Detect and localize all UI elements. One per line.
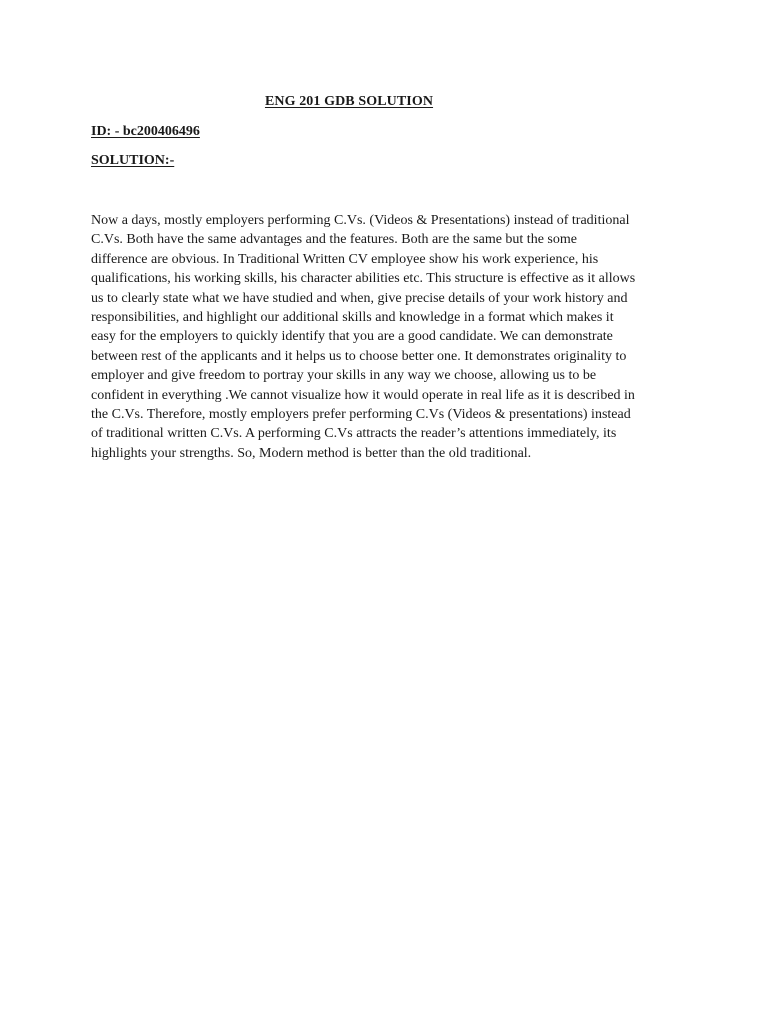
student-id: ID: - bc200406496 bbox=[91, 124, 200, 139]
body-line: qualifications, his working skills, his character abilities etc. This structure is effective as it allows bbox=[91, 271, 636, 287]
body-paragraph bbox=[91, 211, 691, 463]
body-line: the C.Vs. Therefore, mostly employers prefer performing C.Vs (Videos & presentations) instead bbox=[91, 406, 631, 422]
body-line: us to clearly state what we have studied and when, give precise details of your work history and bbox=[91, 290, 628, 306]
body-line: Now a days, mostly employers performing C.Vs. (Videos & Presentations) instead of traditional bbox=[91, 213, 630, 228]
body-line: highlights your strengths. So, Modern method is better than the old traditional. bbox=[91, 445, 532, 461]
body-line: between rest of the applicants and it helps us to choose better one. It demonstrates originality to bbox=[91, 348, 627, 364]
body-line: employer and give freedom to portray your skills in any way we choose, allowing us to be bbox=[91, 368, 597, 384]
document-title: ENG 201 GDB SOLUTION bbox=[264, 94, 434, 109]
body-line: C.Vs. Both have the same advantages and the features. Both are the same but the some bbox=[91, 232, 577, 248]
body-line: responsibilities, and highlight our additional skills and knowledge in a format which makes it bbox=[91, 309, 614, 325]
body-line: difference are obvious. In Traditional Written CV employee show his work experience, his bbox=[91, 251, 599, 267]
body-line: of traditional written C.Vs. A performing C.Vs attracts the reader’s attentions immediately, its bbox=[91, 426, 617, 442]
body-line: easy for the employers to quickly identify that you are a good candidate. We can demonstrate bbox=[91, 329, 613, 345]
body-line: confident in everything .We cannot visualize how it would operate in real life as it is described in bbox=[91, 387, 635, 403]
solution-heading: SOLUTION:- bbox=[91, 153, 175, 168]
